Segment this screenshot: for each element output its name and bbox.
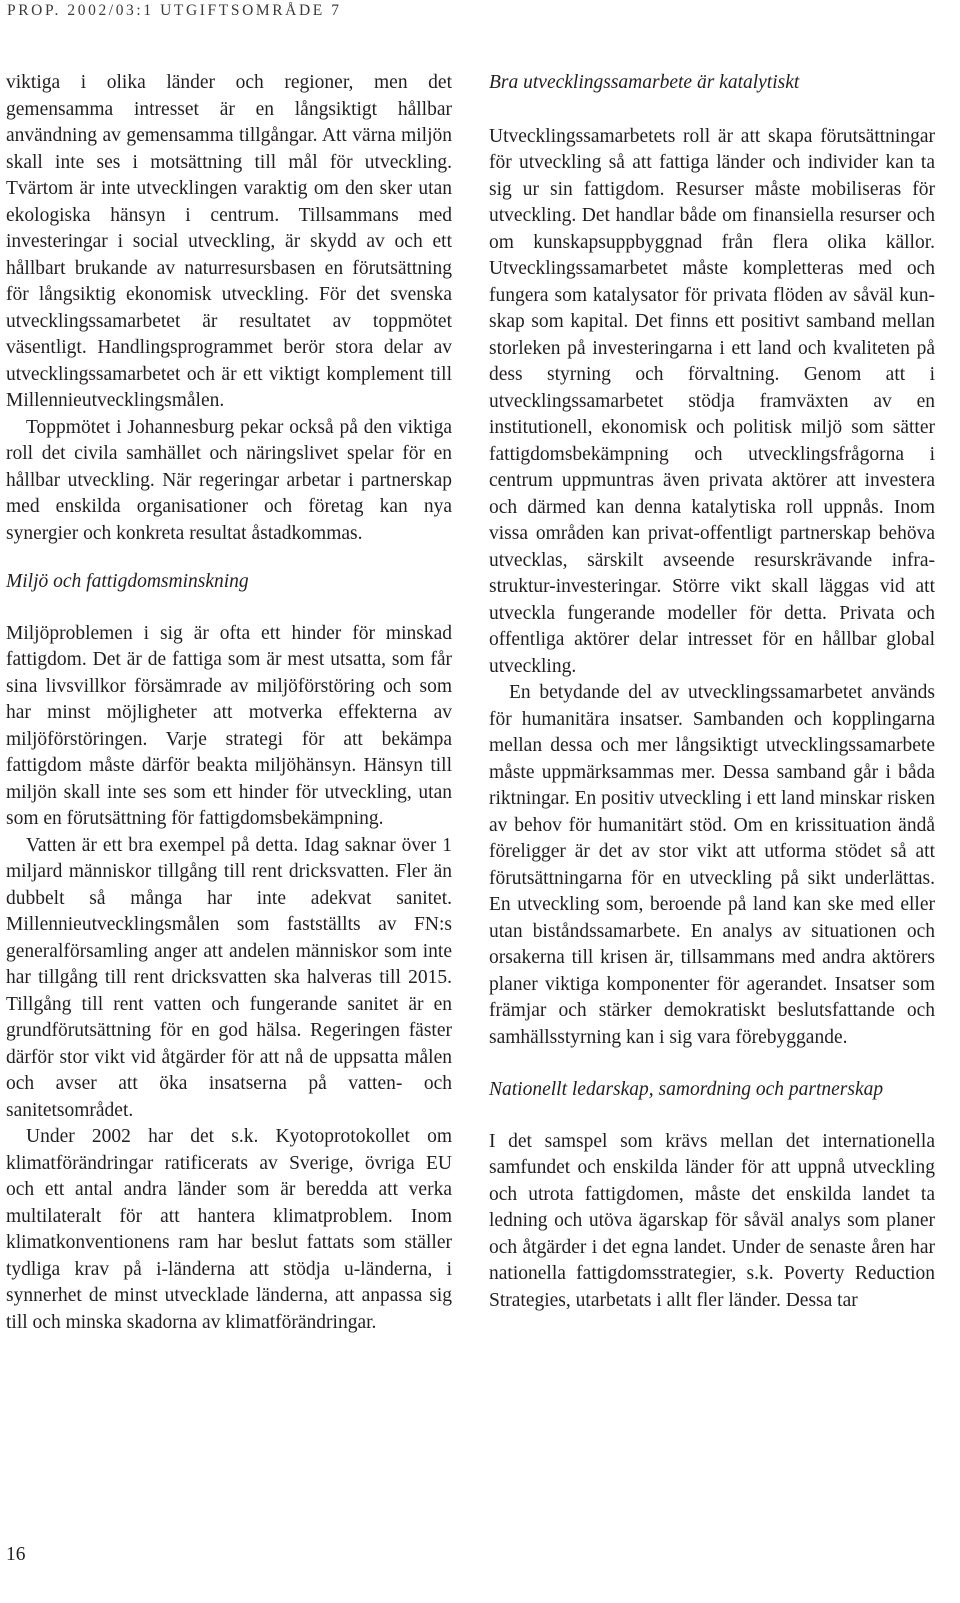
section-heading: Nationellt ledarskap, samordning och partnerskap xyxy=(489,1079,884,1100)
right-column xyxy=(489,70,935,1314)
body-paragraph: Under 2002 har det s.k. Kyotoprotokollet om klimatförändringar ratificerats av Sverige, övriga EU och ett antal andra länder som är beredda att verka multilateralt för att hantera klimatproblem. Inom klimatkonventionens ram har beslut fattats som ställer tydliga krav på i-länderna att stödja u-länderna, i synnerhet de minst utvecklade länderna, att anpassa sig till och minska skadorna av klimatförändringar. xyxy=(6,1126,452,1333)
section-heading: Bra utvecklingssamarbete är katalytiskt xyxy=(489,72,800,93)
section-heading: Miljö och fattigdomsminskning xyxy=(6,571,249,592)
body-paragraph: Toppmötet i Johannesburg pekar också på den viktiga roll det civila samhället och näringslivet spelar för en hållbar utveckling. När regeringar arbetar i partnerskap med enskilda organisationer och företag kan nya synergier och konkreta resultat åstadkommas. xyxy=(6,416,452,544)
body-paragraph: Vatten är ett bra exempel på detta. Idag saknar över 1 miljard människor tillgång till rent dricksvatten. Fler än dubbelt så många har inte adekvat sanitet. Millennieutvecklingsmålen som fastställts av FN:s generalförsamling anger att andelen människor som inte har tillgång till rent dricksvatten ska halveras till 2015. Tillgång till rent vatten och fungerande sanitet är en grundförutsättning för en god hälsa. Regeringen fäster därför stor vikt vid åtgärder för att nå de uppsatta målen och avser att öka insatserna på vatten- och sanitetsområdet. xyxy=(6,834,452,1121)
running-head: PROP. 2002/03:1 UTGIFTSOMRÅDE 7 xyxy=(7,2,342,19)
body-paragraph: Miljöproblemen i sig är ofta ett hinder för minskad fattigdom. Det är de fattiga som är mest utsatta, som får sina livsvillkor försämrade av miljöförstöring och som har minst möjligheter att motverka effekterna av miljöförstöringen. Varje strategi för att bekämpa fattigdom måste därför beakta miljöhänsyn. Hänsyn till miljön skall inte ses som ett hinder för utveckling, utan som en förutsättning för fattigdomsbekämpning. xyxy=(6,622,452,829)
left-column xyxy=(6,70,452,1336)
page-number: 16 xyxy=(6,1544,26,1565)
body-paragraph: I det samspel som krävs mellan det internationella samfundet och enskilda länder för att uppnå utveckling och utrota fattigdomen, måste det enskilda landet ta ledning och utöva ägarskap för såväl analys som planer och åtgärder i det egna landet. Under de senaste åren har nationella fattigdomsstrategier, s.k. Poverty Reduction Strategies, utarbetats i allt fler länder. Dessa tar xyxy=(489,1130,935,1311)
body-paragraph: Utvecklingssamarbetets roll är att skapa förutsättningar för utveckling så att fattiga länder och individer kan ta sig ur sin fattigdom. Resurser måste mobiliseras för utveckling. Det handlar både om finansiella resurser och om kunskapsuppbyggnad från flera olika källor. Utvecklingssamarbetet måste kompletteras med och fungera som katalysator för privata flöden av såväl kunskap som kapital. Det finns ett positivt samband mellan storleken på investeringarna i ett land och kvaliteten på dess styrning och förvaltning. Genom att i utvecklingssamarbetet stödja framväxten av en institutionell, ekonomisk och politisk miljö som sätter fattigdomsbekämpning och utvecklingsfrågorna i centrum uppmuntras även privata aktörer att investera och därmed kan denna katalytiska roll uppnås. Inom vissa områden kan privat-offentligt partnerskap behöva utvecklas, särskilt avseende resurskrävande infrastruktur-investeringar. Större vikt skall läggas vid att utveckla fungerande modeller för detta. Privata och offentliga aktörer delar intresset för en hållbar global utveckling. xyxy=(489,125,935,677)
body-paragraph: En betydande del av utvecklingssamarbetet används för humanitära insatser. Sambanden och kopplingarna mellan dessa och mer långsiktigt utvecklingssamarbete måste uppmärksammas mer. Dessa samband går i båda riktningar. En positiv utveckling i ett land minskar risken av behov för humanitärt stöd. Om en krissituation ändå föreligger är det av stor vikt att utforma stödet så att förutsättningarna för en utveckling på sikt underlättas. En utveckling som, beroende på land kan ske med eller utan biståndssamarbete. En analys av situationen och orsakerna till krisen är, tillsammans med andra aktörers planer viktiga komponenter för agerandet. Insatser som främjar och stärker demokratiskt beslutsfattande och samhällsstyrning kan i sig vara förebyggande. xyxy=(489,682,935,1048)
body-paragraph: viktiga i olika länder och regioner, men det gemensamma intresset är en långsiktigt hållbar användning av gemensamma tillgångar. Att värna miljön skall inte ses i motsättning till mål för utveckling. Tvärtom är inte utvecklingen varaktig om den sker utan ekologiska hänsyn i centrum. Tillsammans med investeringar i social utveckling, är skydd av och ett hållbart brukande av naturresursbasen en förutsättning för långsiktig ekonomisk utveckling. För det svenska utvecklingssamarbetet är resultatet av toppmötet väsentligt. Handlingsprogrammet berör stora delar av utvecklingssamarbetet och är ett viktigt komplement till Millennieutvecklingsmålen. xyxy=(6,72,452,411)
